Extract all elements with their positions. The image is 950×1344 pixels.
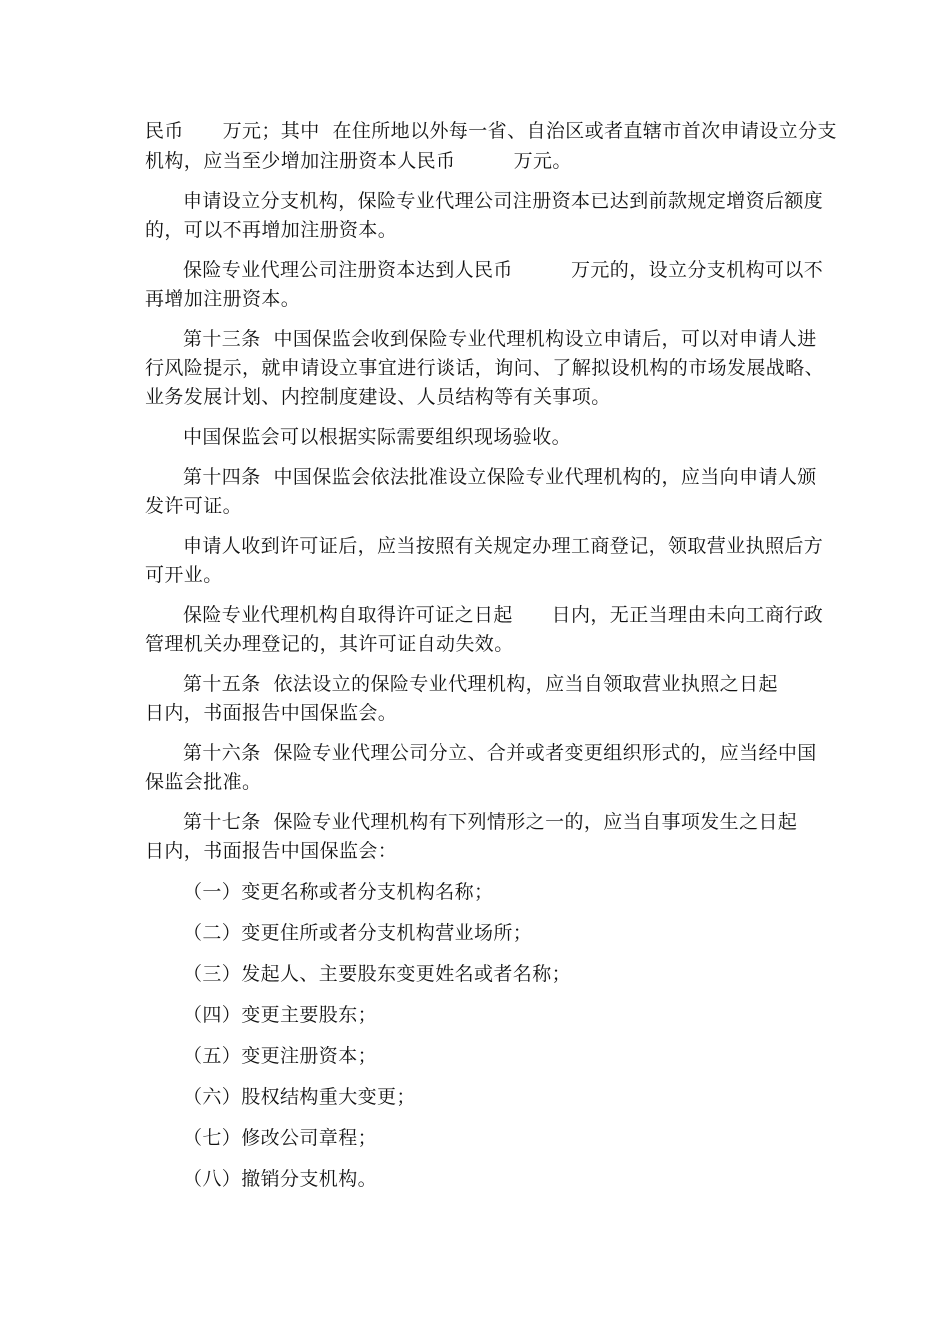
article-14-line-1: 第十四条 中国保监会依法批准设立保险专业代理机构的，应当向申请人颁 [183, 466, 817, 488]
article-13-line-1: 第十三条 中国保监会收到保险专业代理机构设立申请后，可以对申请人进 [183, 328, 817, 350]
list-item-7: （七）修改公司章程； [183, 1127, 378, 1149]
article-16-line-2: 保监会批准。 [145, 771, 262, 793]
article-13-line-3: 业务发展计划、内控制度建设、人员结构等有关事项。 [145, 386, 611, 408]
paragraph-7-line-1: 申请人收到许可证后，应当按照有关规定办理工商登记，领取营业执照后方 [183, 535, 824, 557]
list-item-6: （六）股权结构重大变更； [183, 1086, 416, 1108]
paragraph-2-line-2: 的，可以不再增加注册资本。 [145, 219, 398, 241]
paragraph-8-line-2: 管理机关办理登记的，其许可证自动失效。 [145, 633, 514, 655]
list-item-8: （八）撤销分支机构。 [183, 1168, 378, 1190]
paragraph-3-line-2: 再增加注册资本。 [145, 288, 301, 310]
article-15-line-2: 日内，书面报告中国保监会。 [145, 702, 398, 724]
list-item-2: （二）变更住所或者分支机构营业场所； [183, 922, 533, 944]
paragraph-2-line-1: 申请设立分支机构，保险专业代理公司注册资本已达到前款规定增资后额度 [183, 190, 824, 212]
paragraph-1-line-1: 民币 万元；其中 在住所地以外每一省、自治区或者直辖市首次申请设立分支 [145, 120, 837, 142]
list-item-3: （三）发起人、主要股东变更姓名或者名称； [183, 963, 572, 985]
paragraph-1-line-2: 机构，应当至少增加注册资本人民币 万元。 [145, 150, 572, 172]
article-15-line-1: 第十五条 依法设立的保险专业代理机构，应当自领取营业执照之日起 [183, 673, 778, 695]
paragraph-8-line-1: 保险专业代理机构自取得许可证之日起 日内，无正当理由未向工商行政 [183, 604, 824, 626]
paragraph-3-line-1: 保险专业代理公司注册资本达到人民币 万元的，设立分支机构可以不 [183, 259, 824, 281]
article-13-line-2: 行风险提示，就申请设立事宜进行谈话，询问、了解拟设机构的市场发展战略、 [145, 357, 825, 379]
article-14-line-2: 发许可证。 [145, 495, 243, 517]
article-16-line-1: 第十六条 保险专业代理公司分立、合并或者变更组织形式的，应当经中国 [183, 742, 817, 764]
list-item-1: （一）变更名称或者分支机构名称； [183, 881, 494, 903]
paragraph-7-line-2: 可开业。 [145, 564, 223, 586]
paragraph-5-line-1: 中国保监会可以根据实际需要组织现场验收。 [183, 426, 572, 448]
list-item-4: （四）变更主要股东； [183, 1004, 378, 1026]
list-item-5: （五）变更注册资本； [183, 1045, 378, 1067]
article-17-line-1: 第十七条 保险专业代理机构有下列情形之一的，应当自事项发生之日起 [183, 811, 798, 833]
article-17-line-2: 日内，书面报告中国保监会： [145, 840, 398, 862]
